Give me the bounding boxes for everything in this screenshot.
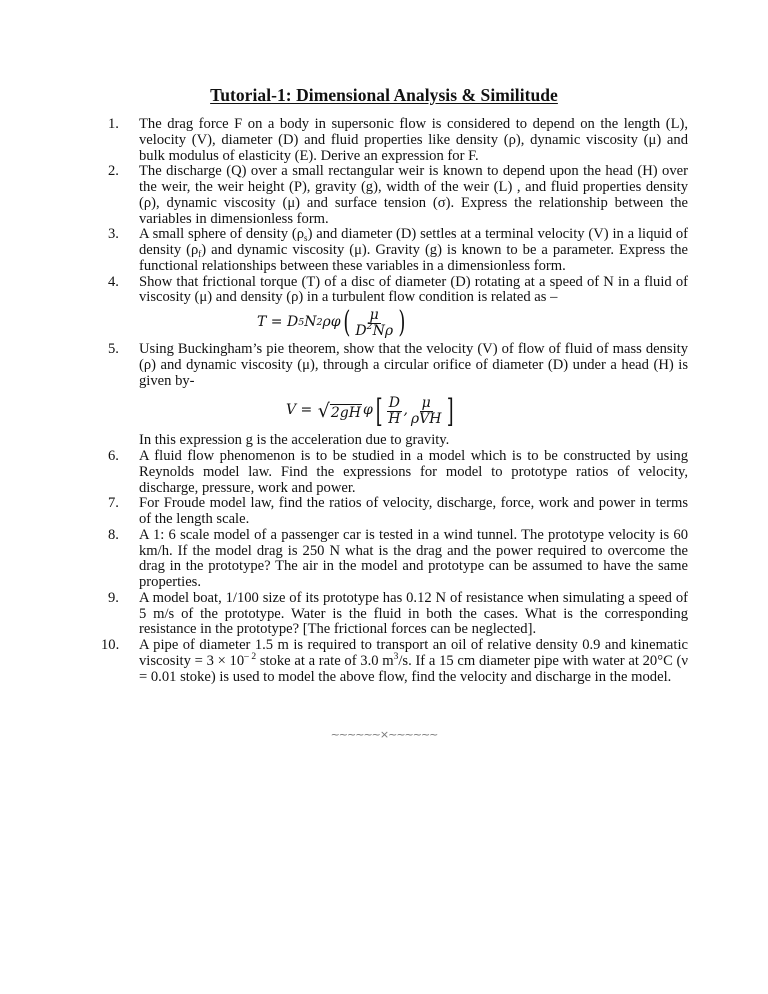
question-number: 5. [108, 341, 119, 357]
open-bracket: [ [375, 392, 383, 431]
question-number: 9. [108, 589, 119, 606]
question-list [101, 116, 689, 685]
question-number: 1. [108, 116, 119, 132]
square-root [318, 401, 362, 421]
formula-term: Nρ [372, 322, 394, 339]
question-text-part: A small sphere of density (ρ [139, 226, 305, 243]
formula-comma: , [403, 402, 408, 419]
question-text: The drag force F on a body in supersonic flow is considered to depend on the length (L), velocity (V), diameter (D) and fluid properties like density (ρ), dynamic viscosity (μ) and bulk modulus of elasticity (E). Derive an expression for F. [139, 116, 688, 164]
page-title: Tutorial-1: Dimensional Analysis & Similitude [210, 85, 558, 105]
question-3 [108, 227, 688, 274]
torque-formula: T = D 5 N 2 ρφ ( $\frac{\mu}{D^2N\rho}$ ) [257, 305, 406, 340]
close-paren: ) [398, 305, 406, 340]
question-text: The discharge (Q) over a small rectangular weir is known to depend upon the head (H) over the weir, the weir height (P), gravity (g), width of the weir (L) , and fluid properties density (ρ), dynamic viscosity (μ) and surface tension (σ). Express the relationship between the variables in dimensionless form. [139, 163, 688, 227]
question-number: 7. [108, 495, 119, 512]
subscript-f: f [198, 249, 202, 259]
superscript-exponent: 3 [393, 651, 399, 662]
question-7 [108, 496, 688, 528]
question-number: 3. [108, 226, 119, 243]
formula-term: ρφ [322, 314, 341, 331]
sqrt-body: 2gH [330, 405, 361, 422]
question-text: A 1: 6 scale model of a passenger car is tested in a wind tunnel. The prototype velocity is 60 km/h. If the model drag is 250 N what is the drag and the power required to overcome the drag in the prototype? The air in the model and prototype can be assumed to have the same properties. [139, 526, 688, 590]
fraction-denominator [353, 320, 395, 339]
question-text: Using Buckingham’s pie theorem, show that the velocity (V) of flow of fluid of mass density (ρ) and dynamic viscosity (μ), through a circular orifice of diameter (D) under a head (H) is given by- [139, 341, 688, 389]
question-1 [108, 117, 688, 164]
sqrt-icon: √ [317, 400, 330, 423]
question-5 [108, 342, 688, 449]
fraction-numerator: μ [369, 306, 379, 323]
end-mark: ~~~~~~×~~~~~~ [330, 728, 438, 741]
question-text-part: ) and dynamic viscosity (μ). Gravity (g) is known to be a parameter. Express the functional relationships between these variables in a dimensionless form. [139, 242, 688, 274]
formula-note: In this expression g is the acceleration due to gravity. [139, 432, 450, 449]
question-2 [108, 164, 688, 227]
close-bracket: ] [447, 392, 455, 431]
question-text: A model boat, 1/100 size of its prototype has 0.12 N of resistance when simulating a speed of 5 m/s of the prototype. Water is the fluid in both the cases. What is the corresponding resistance in the prototype? [The frictional forces can be neglected]. [139, 589, 688, 638]
open-paren: ( [342, 305, 350, 340]
formula-lhs: T = D [257, 314, 299, 331]
question-text: Show that frictional torque (T) of a disc of diameter (D) rotating at a speed of N in a fluid of viscosity (μ) and density (ρ) in a turbulent flow condition is related as – [139, 273, 688, 306]
formula-term: D [355, 322, 367, 339]
question-9 [108, 591, 688, 638]
question-text-part: ) and diameter (D) settles at a terminal velocity (V) in a liquid of density (ρ [139, 226, 689, 258]
question-number: 10. [101, 637, 120, 653]
formula-fraction [409, 396, 444, 427]
question-10 [101, 637, 688, 685]
question-number: 2. [108, 163, 119, 180]
superscript-exponent: – 2 [244, 651, 257, 662]
subscript-s: s [304, 233, 308, 244]
question-text [139, 637, 688, 685]
fraction-numerator: μ [421, 394, 431, 411]
question-number: 6. [108, 448, 119, 464]
question-text [139, 226, 688, 274]
question-4 [108, 275, 688, 343]
formula-lhs: V = [286, 402, 313, 419]
fraction-denominator: ρVH [410, 410, 442, 427]
formula-term: N [304, 314, 317, 331]
fraction-denominator: H [388, 410, 401, 427]
question-text-part: A pipe of diameter 1.5 m is required to transport an oil of relative density 0.9 and kinematic viscosity = 3 × 10 [139, 637, 688, 669]
fraction-numerator: D [388, 394, 400, 411]
question-text-part: stoke at a rate of 3.0 m [256, 652, 394, 669]
formula-fraction [353, 308, 395, 339]
question-number: 8. [108, 526, 119, 543]
question-text: A fluid flow phenomenon is to be studied in a model which is to be constructed by using Reynolds model law. Find the expressions for model to prototype ratios of velocity, discharge, pressure, work and power. [139, 448, 688, 496]
question-text: For Froude model law, find the ratios of velocity, discharge, force, work and power in terms of the length scale. [139, 495, 688, 527]
question-6 [108, 449, 688, 496]
velocity-formula [286, 389, 688, 433]
formula-term: φ [362, 402, 373, 419]
formula-fraction [386, 396, 402, 427]
question-text-part: /s. If a 15 cm diameter pipe with water at 20°C (ν = 0.01 stoke) is used to model the above flow, find the velocity and discharge in the model. [139, 652, 688, 685]
question-8 [108, 528, 688, 591]
question-number: 4. [108, 273, 119, 290]
formula-exponent: 2 [366, 320, 373, 332]
